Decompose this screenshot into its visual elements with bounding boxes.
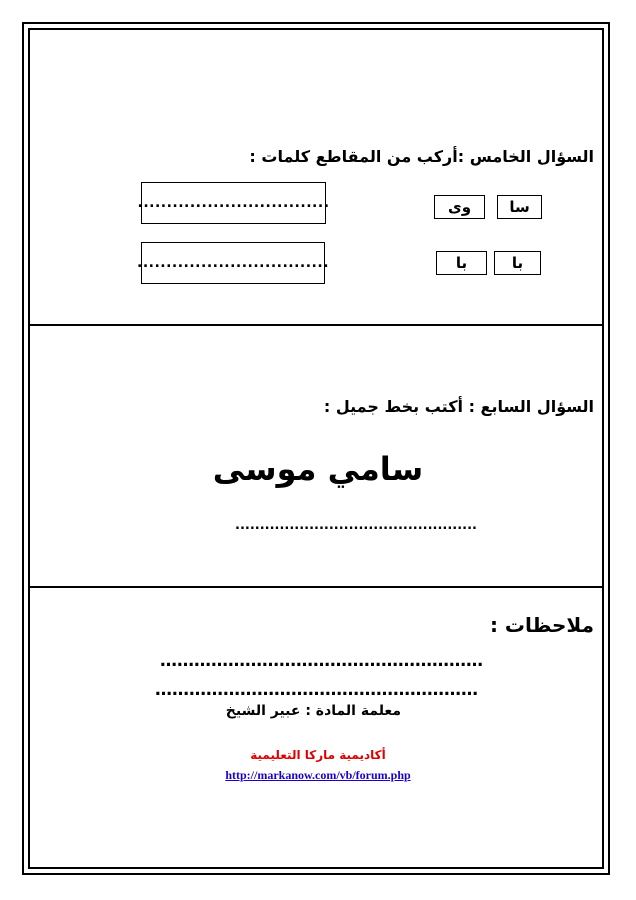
question5-title: السؤال الخامس :أركب من المقاطع كلمات : xyxy=(249,147,594,166)
notes-line[interactable]: ………………………………………………… xyxy=(155,680,478,700)
handwriting-word: سامي موسى xyxy=(212,450,424,488)
answer-line[interactable]: ................................................. xyxy=(235,518,477,533)
syllable-box: با xyxy=(494,251,541,275)
teacher-name: معلمة المادة : عبير الشيخ xyxy=(225,703,401,719)
section-divider-2 xyxy=(28,586,604,588)
notes-title: ملاحظات : xyxy=(489,613,594,637)
forum-link[interactable]: http://markanow.com/vb/forum.php xyxy=(225,768,411,782)
answer-box[interactable]: ................................. xyxy=(141,182,326,224)
syllable-box: وى xyxy=(434,195,485,219)
syllable-box: با xyxy=(436,251,487,275)
syllable-box: سا xyxy=(497,195,542,219)
answer-box[interactable]: ................................. xyxy=(141,242,325,284)
section-divider-1 xyxy=(28,324,604,326)
notes-line[interactable]: ………………………………………………… xyxy=(160,651,483,671)
academy-name: أكاديمية ماركا التعليمية xyxy=(250,748,386,762)
question7-title: السؤال السابع : أكتب بخط جميل : xyxy=(323,397,594,416)
